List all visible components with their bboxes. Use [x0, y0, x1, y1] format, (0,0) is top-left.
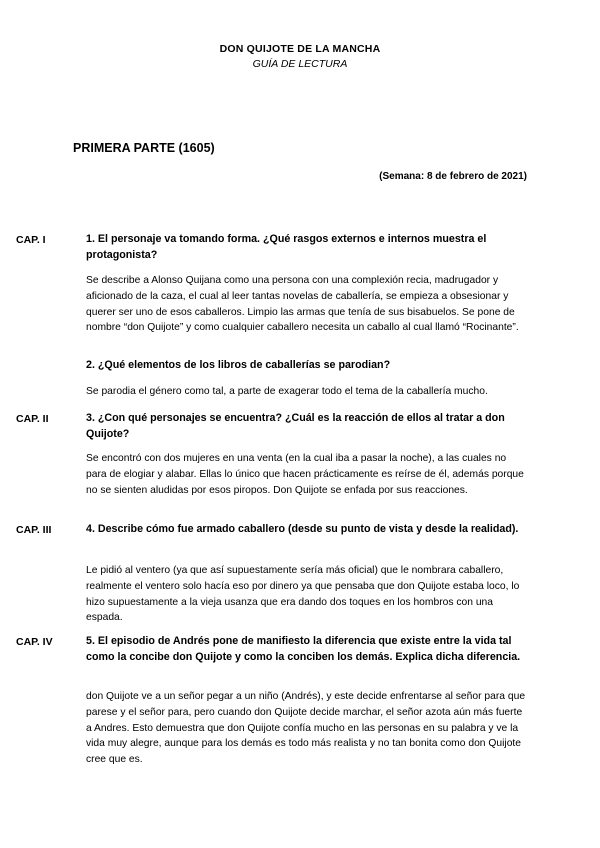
answer-text: Se parodia el género como tal, a parte de exagerar todo el tema de la caballería mucho. — [86, 386, 488, 397]
question-block — [86, 232, 526, 263]
answer-text: Le pidió al ventero (ya que así supuestamente sería más oficial) que le nombrara caballero, realmente el ventero solo hacía eso por dinero ya que pensaba que don Quijote estaba loco, lo hizo supuestamente a la vieja usanza que era dando dos toques en los hombros con una espada. — [86, 565, 520, 624]
question-text: 5. El episodio de Andrés pone de manifiesto la diferencia que existe entre la vida tal como la concibe don Quijote y como la conciben los demás. Explica dicha diferencia. — [86, 635, 521, 663]
chapter-label: CAP. I — [16, 234, 46, 246]
question-block — [86, 358, 526, 374]
week-date: (Semana: 8 de febrero de 2021) — [379, 171, 527, 182]
part-title: PRIMERA PARTE (1605) — [73, 141, 215, 155]
answer-block — [86, 384, 526, 400]
question-text: 4. Describe cómo fue armado caballero (desde su punto de vista y desde la realidad). — [86, 523, 519, 535]
answer-block — [86, 563, 526, 626]
answer-text: Se encontró con dos mujeres en una venta (en la cual iba a pasar la noche), a las cuales no para de elogiar y alabar. Ellas lo único que hacen prácticamente es reírse de él, además porque no se sienten aludidas por esos piropos. Don Quijote se enfada por sus reacciones. — [86, 453, 524, 496]
answer-text: Se describe a Alonso Quijana como una persona con una complexión recia, madrugador y aficionado de la caza, el cual al leer tantas novelas de caballería, se empieza a obsesionar y querer ser uno de esos caballeros. Limpio las armas que tenía de sus bisabuelos. Se pone de nombre “don Quijote” y como cualquier caballero necesita un caballo al cual llamó “Rocinante”. — [86, 275, 519, 334]
answer-text: don Quijote ve a un señor pegar a un niño (Andrés), y este decide enfrentarse al señor para que parese y el señor para, pero cuando don Quijote decide marchar, el señor azota aún más fuerte a Andres. Esto demuestra que don Quijote confía mucho en las personas en su palabra y ve la vida muy alegre, aunque para los demás es todo más realista y no tan bonita como don Quijote cree que es. — [86, 691, 526, 766]
document-title: DON QUIJOTE DE LA MANCHA — [219, 43, 381, 55]
question-block — [86, 411, 526, 442]
question-text: 2. ¿Qué elementos de los libros de caballerías se parodian? — [86, 359, 391, 371]
question-text: 1. El personaje va tomando forma. ¿Qué rasgos externos e internos muestra el protagonista? — [86, 233, 487, 261]
answer-block — [86, 273, 526, 336]
question-text: 3. ¿Con qué personajes se encuentra? ¿Cuál es la reacción de ellos al tratar a don Quijote? — [86, 412, 505, 440]
question-block — [86, 634, 526, 665]
answer-block — [86, 689, 526, 768]
question-block — [86, 522, 526, 538]
answer-block — [86, 451, 526, 498]
chapter-label: CAP. III — [16, 524, 52, 536]
document-subtitle: GUÍA DE LECTURA — [252, 58, 348, 70]
chapter-label: CAP. IV — [16, 636, 53, 648]
chapter-label: CAP. II — [16, 413, 49, 425]
